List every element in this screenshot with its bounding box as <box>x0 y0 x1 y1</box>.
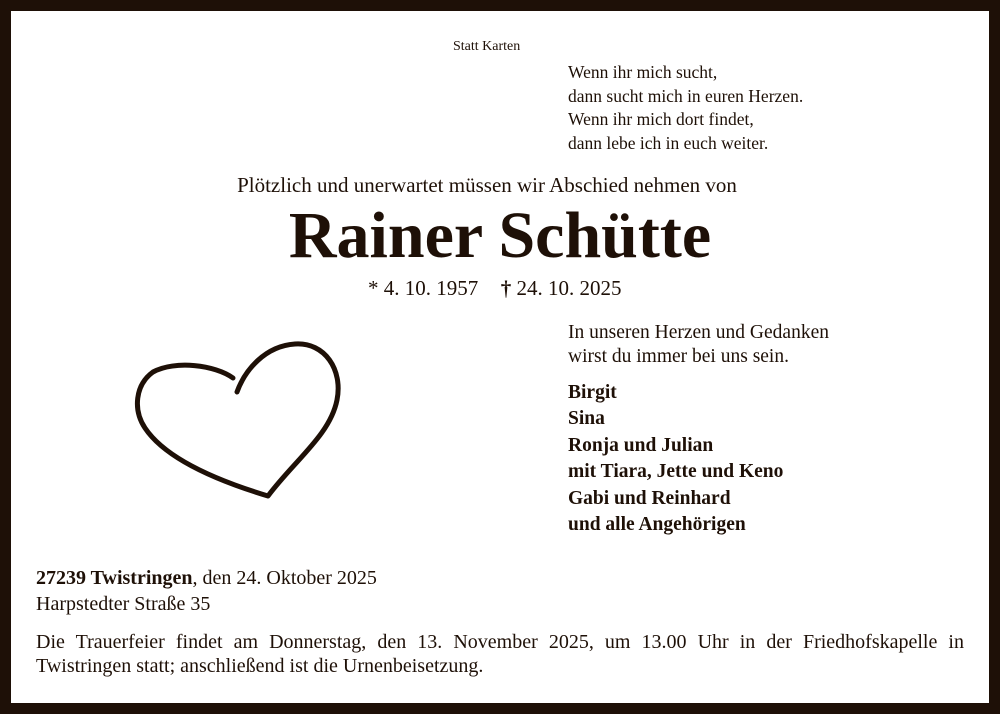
heart-icon <box>125 330 355 510</box>
deceased-name: Rainer Schütte <box>288 199 712 272</box>
date: , den 24. Oktober 2025 <box>192 567 377 589</box>
poem <box>568 64 803 158</box>
street: Harpstedter Straße 35 <box>36 593 211 615</box>
birth-date: * 4. 10. 1957 <box>368 276 479 300</box>
wish-line: In unseren Herzen und Gedanken <box>568 322 829 343</box>
wish-text <box>568 323 829 370</box>
mourners-list <box>568 383 783 541</box>
mourner: und alle Angehörigen <box>568 513 746 535</box>
cross-icon: † <box>500 276 512 300</box>
mourner: Sina <box>568 408 605 430</box>
place: 27239 Twistringen <box>36 567 193 589</box>
poem-line: Wenn ihr mich sucht, <box>568 62 718 82</box>
mourner: Birgit <box>568 382 617 403</box>
mourner: Gabi und Reinhard <box>568 487 731 509</box>
poem-line: dann lebe ich in euch weiter. <box>568 132 769 153</box>
death-date: 24. 10. 2025 <box>516 276 622 300</box>
poem-line: dann sucht mich in euren Herzen. <box>568 85 804 106</box>
place-date <box>36 568 377 588</box>
mourner: Ronja und Julian <box>568 434 714 456</box>
funeral-info: Die Trauerfeier findet am Donnerstag, den 13. November 2025, um 13.00 Uhr in der Friedhofskapelle in Twistringen statt; anschließend ist die Urnenbeisetzung. <box>36 631 964 677</box>
statt-karten: Statt Karten <box>453 39 521 54</box>
wish-line: wirst du immer bei uns sein. <box>568 345 789 367</box>
life-dates <box>368 278 622 299</box>
mourner: mit Tiara, Jette und Keno <box>568 461 784 483</box>
poem-line: Wenn ihr mich dort findet, <box>568 109 754 129</box>
intro-text: Plötzlich und unerwartet müssen wir Abschied nehmen von <box>237 173 737 197</box>
